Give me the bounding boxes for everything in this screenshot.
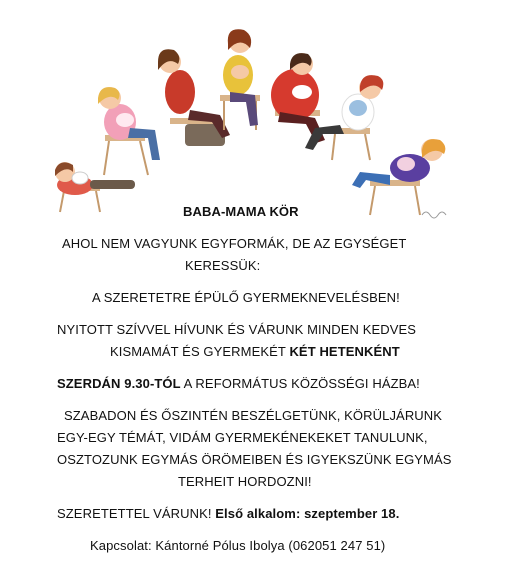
activities-line-4: TERHEIT HORDOZNI! (178, 474, 312, 489)
invite-frequency: KÉT HETENKÉNT (289, 344, 400, 359)
activities-line-3: OSZTOZUNK EGYMÁS ÖRÖMEIBEN ÉS IGYEKSZÜNK EGYMÁS (57, 452, 452, 467)
schedule-time: SZERDÁN 9.30-TÓL (57, 376, 181, 391)
closing-greeting: SZERETETTEL VÁRUNK! (57, 506, 216, 521)
schedule-line (57, 376, 420, 391)
intro-line-1: AHOL NEM VAGYUNK EGYFORMÁK, DE AZ EGYSÉGET (62, 236, 407, 251)
flyer-title: BABA-MAMA KÖR (183, 204, 299, 219)
mother-figure-1 (55, 162, 135, 212)
invite-line-2 (110, 344, 400, 359)
artist-signature (422, 212, 446, 218)
activities-line-2: EGY-EGY TÉMÁT, VIDÁM GYERMEKÉNEKEKET TANULUNK, (57, 430, 428, 445)
contact-line: Kapcsolat: Kántorné Pólus Ibolya (062051 247 51) (90, 538, 386, 553)
activities-line-1: SZABADON ÉS ŐSZINTÉN BESZÉLGETÜNK, KÖRÜLJÁRUNK (64, 408, 443, 423)
schedule-place: A REFORMÁTUS KÖZÖSSÉGI HÁZBA! (180, 376, 420, 391)
mother-figure-4 (220, 29, 260, 130)
invite-line-2-text: KISMAMÁT ÉS GYERMEKÉT (110, 344, 290, 359)
motto-line: A SZERETETRE ÉPÜLŐ GYERMEKNEVELÉSBEN! (92, 290, 400, 305)
mothers-illustration (40, 0, 480, 225)
closing-line (57, 506, 399, 521)
first-session-date: Első alkalom: szeptember 18. (215, 506, 400, 521)
invite-line-1: NYITOTT SZÍVVEL HÍVUNK ÉS VÁRUNK MINDEN KEDVES (57, 322, 417, 337)
mother-figure-7 (352, 139, 445, 215)
intro-line-2: KERESSÜK: (185, 258, 261, 273)
mother-figure-3 (158, 49, 230, 146)
mother-figure-2 (98, 87, 160, 175)
